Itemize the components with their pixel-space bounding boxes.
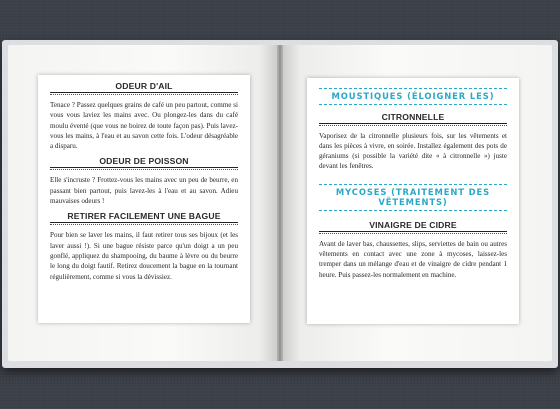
section-heading-citronella: CITRONNELLE xyxy=(319,112,507,124)
section-heading-cider-vinegar: VINAIGRE DE CIDRE xyxy=(319,220,507,232)
section-text-remove-ring: Pour bien se laver les mains, il faut retirer tous ses bijoux (et les laver aussi !). Si une bague résiste parce qu'un doigt a un peu gonflé, appliquez du shampooing, du baume à lèvre ou du beurre le long du doigt fautif. Retirez doucement la bague en la tournant régulièrement, comme si vous la dévissiez. xyxy=(50,231,238,281)
section-heading-fish-odor: ODEUR DE POISSON xyxy=(50,156,238,168)
section-heading-garlic-odor: ODEUR D'AIL xyxy=(50,81,238,93)
book-spine xyxy=(277,45,283,361)
section-text-fish-odor: Elle s'incruste ? Frottez-vous les mains avec un peu de beurre, en passant bien partout, puis lavez-les à l'eau et au savon. Adieu mauvaises odeurs ! xyxy=(50,176,238,206)
section-text-garlic-odor: Tenace ? Passez quelques grains de café un peu partout, comme si vous vous laviez les mains avec. Ou plongez-les dans du café moulu éventé (que vous ne boirez de toute façon pas). Puis lavez-vous les mains, à l'eau et au savon cette fois. L'odeur désagréable a disparu. xyxy=(50,101,238,151)
section-text-citronella: Vaporisez de la citronnelle plusieurs fois, sur les vêtements et dans les pièces à vivre, en soirée. Installez également des pots de géraniums (si possible la variété dite « à citronnelle ») juste devant les fenêtres. xyxy=(319,131,507,171)
section-heading-remove-ring: RETIRER FACILEMENT UNE BAGUE xyxy=(50,211,238,223)
section-text-cider-vinegar: Avant de laver bas, chaussettes, slips, serviettes de bain ou autres vêtements en contact avec une zone à mycoses, laissez-les tremper dans un mélange d'eau et de vinaigre de cidre pendant 1 heure. Puis passez-les normalement en machine. xyxy=(319,239,507,279)
category-title-mosquitoes: MOUSTIQUES (ÉLOIGNER LES) xyxy=(319,88,507,105)
left-content-card xyxy=(38,75,250,323)
open-book xyxy=(2,40,558,368)
right-content-card xyxy=(307,78,519,324)
category-title-mycoses: MYCOSES (TRAITEMENT DES VÊTEMENTS) xyxy=(319,184,507,211)
